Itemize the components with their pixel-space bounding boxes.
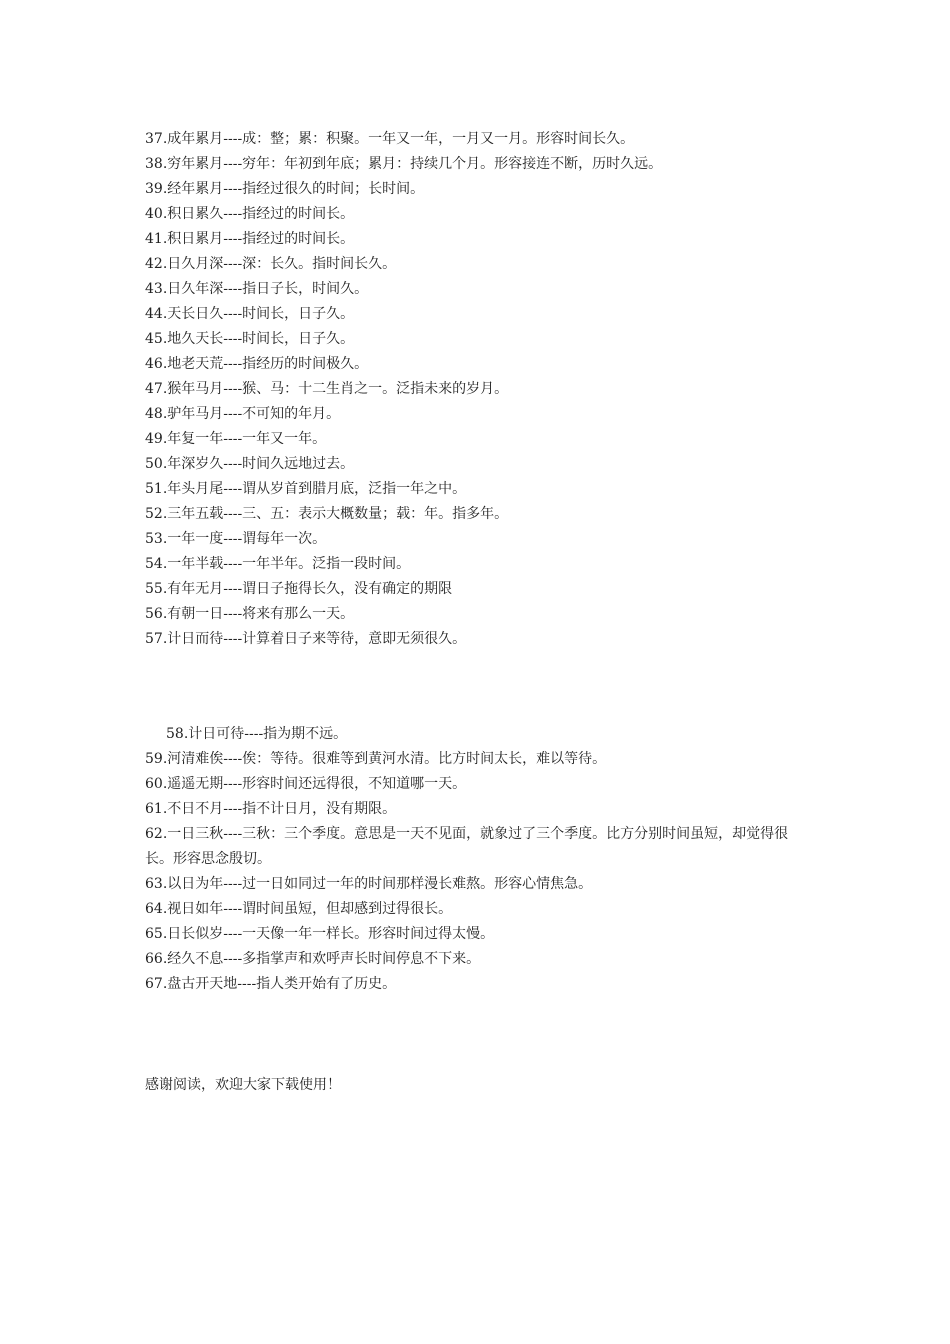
list-item: 57.计日而待----计算着日子来等待，意即无须很久。 xyxy=(145,631,467,647)
list-item: 62.一日三秋----三秋：三个季度。意思是一天不见面，就象过了三个季度。比方分别时间虽短，却觉得很长。形容思念殷切。 xyxy=(145,826,789,867)
list-item: 65.日长似岁----一天像一年一样长。形容时间过得太慢。 xyxy=(145,926,495,942)
list-item: 67.盘古开天地----指人类开始有了历史。 xyxy=(145,976,397,992)
list-item: 58.计日可待----指为期不远。 xyxy=(166,726,348,742)
list-item: 51.年头月尾----谓从岁首到腊月底，泛指一年之中。 xyxy=(145,481,467,497)
list-item: 38.穷年累月----穷年：年初到年底；累月：持续几个月。形容接连不断，历时久远。 xyxy=(145,156,663,172)
list-item: 56.有朝一日----将来有那么一天。 xyxy=(145,606,355,622)
list-item: 61.不日不月----指不计日月，没有期限。 xyxy=(145,801,397,817)
list-item: 49.年复一年----一年又一年。 xyxy=(145,431,327,447)
idiom-list-part-1 xyxy=(145,127,815,652)
list-item: 39.经年累月----指经过很久的时间；长时间。 xyxy=(145,181,425,197)
list-item: 40.积日累久----指经过的时间长。 xyxy=(145,206,355,222)
list-item: 47.猴年马月----猴、马：十二生肖之一。泛指未来的岁月。 xyxy=(145,381,509,397)
list-item: 48.驴年马月----不可知的年月。 xyxy=(145,406,341,422)
list-item: 53.一年一度----谓每年一次。 xyxy=(145,531,327,547)
closing-note: 感谢阅读，欢迎大家下载使用！ xyxy=(145,1077,341,1093)
list-item: 45.地久天长----时间长，日子久。 xyxy=(145,331,355,347)
list-item: 37.成年累月----成：整；累：积聚。一年又一年，一月又一月。形容时间长久。 xyxy=(145,131,635,147)
list-item: 60.遥遥无期----形容时间还远得很，不知道哪一天。 xyxy=(145,776,467,792)
list-item: 59.河清难俟----俟：等待。很难等到黄河水清。比方时间太长，难以等待。 xyxy=(145,751,607,767)
list-item: 43.日久年深----指日子长，时间久。 xyxy=(145,281,369,297)
list-item: 44.天长日久----时间长，日子久。 xyxy=(145,306,355,322)
idiom-list-part-2 xyxy=(145,722,815,997)
list-item: 50.年深岁久----时间久远地过去。 xyxy=(145,456,355,472)
list-item: 66.经久不息----多指掌声和欢呼声长时间停息不下来。 xyxy=(145,951,481,967)
list-item: 55.有年无月----谓日子拖得长久，没有确定的期限 xyxy=(145,581,453,597)
list-item: 42.日久月深----深：长久。指时间长久。 xyxy=(145,256,397,272)
list-item: 41.积日累月----指经过的时间长。 xyxy=(145,231,355,247)
list-item: 52.三年五载----三、五：表示大概数量；载：年。指多年。 xyxy=(145,506,509,522)
list-item: 64.视日如年----谓时间虽短，但却感到过得很长。 xyxy=(145,901,453,917)
list-item: 46.地老天荒----指经历的时间极久。 xyxy=(145,356,369,372)
list-item: 63.以日为年----过一日如同过一年的时间那样漫长难熬。形容心情焦急。 xyxy=(145,876,593,892)
list-item: 54.一年半载----一年半年。泛指一段时间。 xyxy=(145,556,411,572)
